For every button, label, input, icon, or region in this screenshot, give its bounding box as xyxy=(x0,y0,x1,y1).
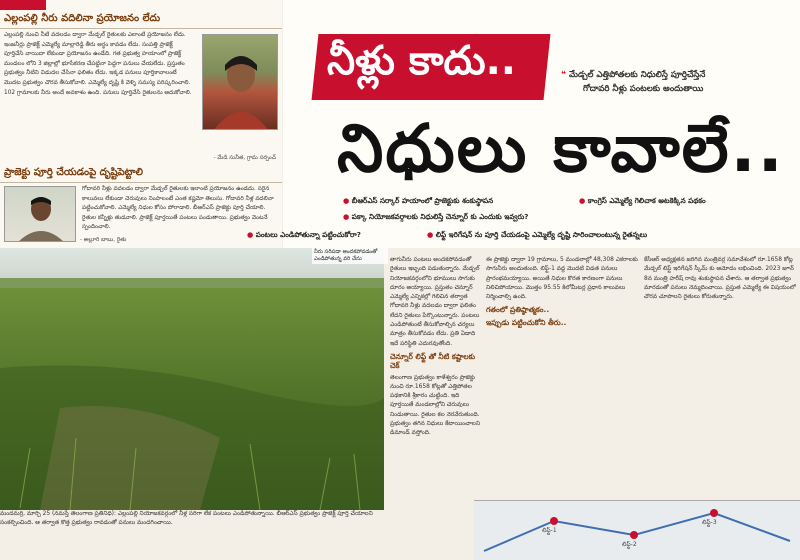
deck-line-1 xyxy=(561,70,705,82)
portrait-photo-1 xyxy=(202,34,278,130)
deck-line-2: గోదావరి నీళ్లు పంటలకు అందుతాయి xyxy=(583,84,704,94)
column-1-text: తాగునీరు పంటలు అందకపోవడంతో రైతులు ఇబ్బంది పడుతున్నారు. మేడ్చల్ నియోజకవర్గంలోని భూములు సాగుకు దూరం అయ్యాయి. ప్రస్తుతం చెన్నూర్ ఎమ్మెల్యే ఎన్నికల్లో గెలిచిన తర్వాత గోదావరి నీళ్లు వదలడం ద్వారా ఫలితం లేదని రైతులు పేర్కొంటున్నారు. పంటలు ఎండిపోతుంటే తీసుకోవాల్సిన చర్యలు మాత్రం తీసుకోవడం లేదు. ప్రతి ఏడాది ఇదే పరిస్థితి ఎదురవుతోంది. xyxy=(390,257,480,347)
article-column-3 xyxy=(486,256,638,500)
bullet-2-icon: ● xyxy=(579,196,588,205)
bullet-5-icon: ● xyxy=(427,230,436,239)
bullet-2 xyxy=(579,196,706,207)
quote-icon: ❝ xyxy=(561,70,569,80)
diagram-label-3: లిఫ్ట్-3 xyxy=(702,519,717,526)
portrait-1-icon xyxy=(203,35,278,130)
bullet-4-icon: ● xyxy=(247,230,256,239)
bullet-4-text: పంటలు ఎండిపోతున్నా పట్టించుకోరా? xyxy=(255,230,361,239)
column-3-heading: గతంలో ప్రతిష్ఠాత్మకం.. xyxy=(486,305,550,315)
bullet-1-text: బీఆర్ఎస్ సర్కార్ హయాంలో ప్రాజెక్టుకు శంకుస్థాపన xyxy=(351,196,494,205)
section-1-credit: - మేడి సునీత, గ్రామ సర్పంచ్ xyxy=(213,155,276,161)
section-1-title: ఎల్లంపల్లి నీరు వదిలినా ప్రయోజనం లేదు xyxy=(0,10,282,29)
bullet-5-text: లిఫ్ట్ ఇరిగేషన్ ను పూర్తి చేయడంపై ఎమ్మెల్యే దృష్టి సారించాలంటున్న రైతన్నలు xyxy=(435,230,648,239)
bullet-2-text: కాంగ్రెస్ ఎమ్మెల్యే గెలిచాక అటకెక్కిన పథకం xyxy=(587,196,706,205)
portrait-photo-2 xyxy=(4,186,76,242)
bullet-3-text: పక్కా నియోజకవర్గాలకు నిధులిస్తే చెన్నూర్ కు ఎందుకు ఇవ్వరు? xyxy=(351,212,529,221)
column-4-text: కేసీఆర్ అధ్యక్షతన జరిగిన మంత్రివర్గ సమావేశంలో రూ.1658 కోట్ల మేడ్చల్ లిఫ్ట్ ఇరిగేషన్ స్కీమ్ కు ఆమోదం లభించింది. 2023 జూన్ 8న మంత్రి హరీష్ రావు శంకుస్థాపన చేశారు. ఆ తర్వాత ప్రభుత్వం మారడంతో పనులు నెమ్మదించాయి. ప్రస్తుత ఎమ్మెల్యే ఈ విషయంలో చొరవ చూపాలని రైతులు కోరుతున్నారు. xyxy=(644,257,796,301)
headline-banner: నీళ్లు కాదు.. xyxy=(327,38,516,84)
column-2-heading: చెన్నూర్ లిఫ్ట్ తో నీటి కష్టాలకు చెక్ xyxy=(390,351,476,371)
bullet-5 xyxy=(427,230,647,241)
section-2-body: గోదావరి నీళ్లు వదలడం ద్వారా మేడ్చల్ రైతులకు ఇలాంటి ప్రయోజనం ఉండదు. సరైన కాలువలు లేకుండా చెరువులు నింపాలంటే ఎంత కష్టమో తెలుసు. గోదావరి నీళ్ల వదలినా పట్టించుకోవాలి. ఎమ్మెల్యే నిధుల కోసం పోరాడాలి. బీఆర్ఎస్ ప్రాజెక్టు పూర్తి చేయాలి. రైతుల కన్నీళ్లు తుడవాలి. ప్రాజెక్ట్ పూర్తయితే పంటలు పండుతాయి. ప్రభుత్వం వెంటనే స్పందించాలి. xyxy=(82,186,274,231)
headline-main: నిధులు కావాలే.. xyxy=(337,110,785,187)
column-3-subheading: ఇప్పుడు పట్టించుకోని తీరు.. xyxy=(486,317,567,327)
bullet-1 xyxy=(343,196,493,207)
column-3-text: ఈ ప్రాజెక్టు ద్వారా 19 గ్రామాలు, 5 మండలాల్లో 48,308 ఎకరాలకు సాగునీరు అందుతుంది. లిఫ్ట్-1 వద్ద మొదటి విడత పనులు ప్రారంభమయ్యాయి. అయితే నిధుల కొరత కారణంగా పనులు నిలిచిపోయాయి. మొత్తం 95.55 కిలోమీటర్ల ప్రధాన కాలువలు నిర్మించాల్సి ఉంది. xyxy=(486,257,638,301)
bullet-3-icon: ● xyxy=(343,212,352,221)
photo-caption: నీరు సరిపడా అందకపోవడంతో ఎండిపోతున్న వరి చేను xyxy=(312,248,388,264)
section-1-body: ఎల్లంపల్లి నుంచి నీటి వదలడం ద్వారా మేడ్చల్ రైతులకు ఎలాంటి ప్రయోజనం లేదు. ఇంజనీర్లు ప్రాజెక్ట్ ఎమ్మెల్యే మాల్లారెడ్డి తీరు అర్థం కావడం లేదు. సంపత్తి ప్రాజెక్ట్ పూర్తిచేసి వాయిదా లేకుండా ప్రయోజనం ఉండేది. గత ప్రభుత్వ హయాంలో ప్రాజెక్ట్ మండలం లోని 3 జిల్లాల్లో భూసేకరణ చేపట్టినా పెద్దగా పనులు చేయలేదు. ప్రస్తుతం ప్రభుత్వం నీటిని విడుదల చేసినా ఫలితం లేదు. ఇక్కడ పనులు పూర్తికావాలంటే మొదట ప్రభుత్వం చొరవ తీసుకోవాలి. ఎమ్మెల్యే దృష్టి కి వెళ్ళి సమస్య పరిష్కరించాలి. 102 గ్రామాలకు నీరు అందే అవకాశం ఉంది. పనులు పూర్తిచేసి రైతులను ఆదుకోవాలి. xyxy=(4,32,192,96)
headline-area xyxy=(247,0,800,248)
field-image xyxy=(0,248,384,510)
diagram-label-1: లిఫ్ట్-1 xyxy=(542,527,557,534)
portrait-2-icon xyxy=(5,187,76,242)
deck-line-1-text: మేడ్చల్ ఎత్తిపోతలకు నిధులిస్తే పూర్తిచేస్తేనే xyxy=(568,70,706,80)
top-red-strip xyxy=(0,0,46,10)
left-column xyxy=(0,0,282,248)
dateline-paragraph: మందమర్రి, మార్చి 25 (నమస్తే తెలంగాణ ప్రతినిధి): ఎల్లంపల్లి నియోజకవర్గంలో నీళ్ల సరిగా లేక పంటలు ఎండిపోతున్నాయి. బీఆర్ఎస్ ప్రభుత్వం ప్రాజెక్ట్ పూర్తి చేయాలని సంకల్పించింది. ఆ తర్వాత కొత్త ప్రభుత్వం రావడంతో పనులు మందగించాయి. xyxy=(0,511,373,527)
column-2-text: తెలంగాణ ప్రభుత్వం కాళేశ్వరం ప్రాజెక్టు నుంచి రూ.1658 కోట్లతో ఎత్తిపోతల పథకానికి శ్రీకారం చుట్టింది. ఇది పూర్తయితే మండలాల్లోని చెరువులు నిండుతాయి. రైతుల కల నెరవేరుతుంది. ప్రభుత్వం తగిన నిధులు కేటాయించాలని డిమాండ్ వస్తోంది. xyxy=(390,374,480,437)
bullet-3 xyxy=(343,212,528,223)
bullet-4 xyxy=(247,230,361,241)
article-column-1 xyxy=(390,256,482,500)
section-2-credit: - అల్లూరి బాబు, రైతు xyxy=(80,237,127,243)
diagram-map-icon xyxy=(474,501,800,560)
section-2-title: ప్రాజెక్టు పూర్తి చేయడంపై దృష్టిపెట్టాలి xyxy=(0,164,282,183)
article-column-4 xyxy=(644,256,800,500)
lift-scheme-diagram xyxy=(474,500,800,560)
bullet-1-icon: ● xyxy=(343,196,352,205)
paddy-field-photo xyxy=(0,248,384,510)
diagram-label-2: లిఫ్ట్-2 xyxy=(622,541,637,548)
